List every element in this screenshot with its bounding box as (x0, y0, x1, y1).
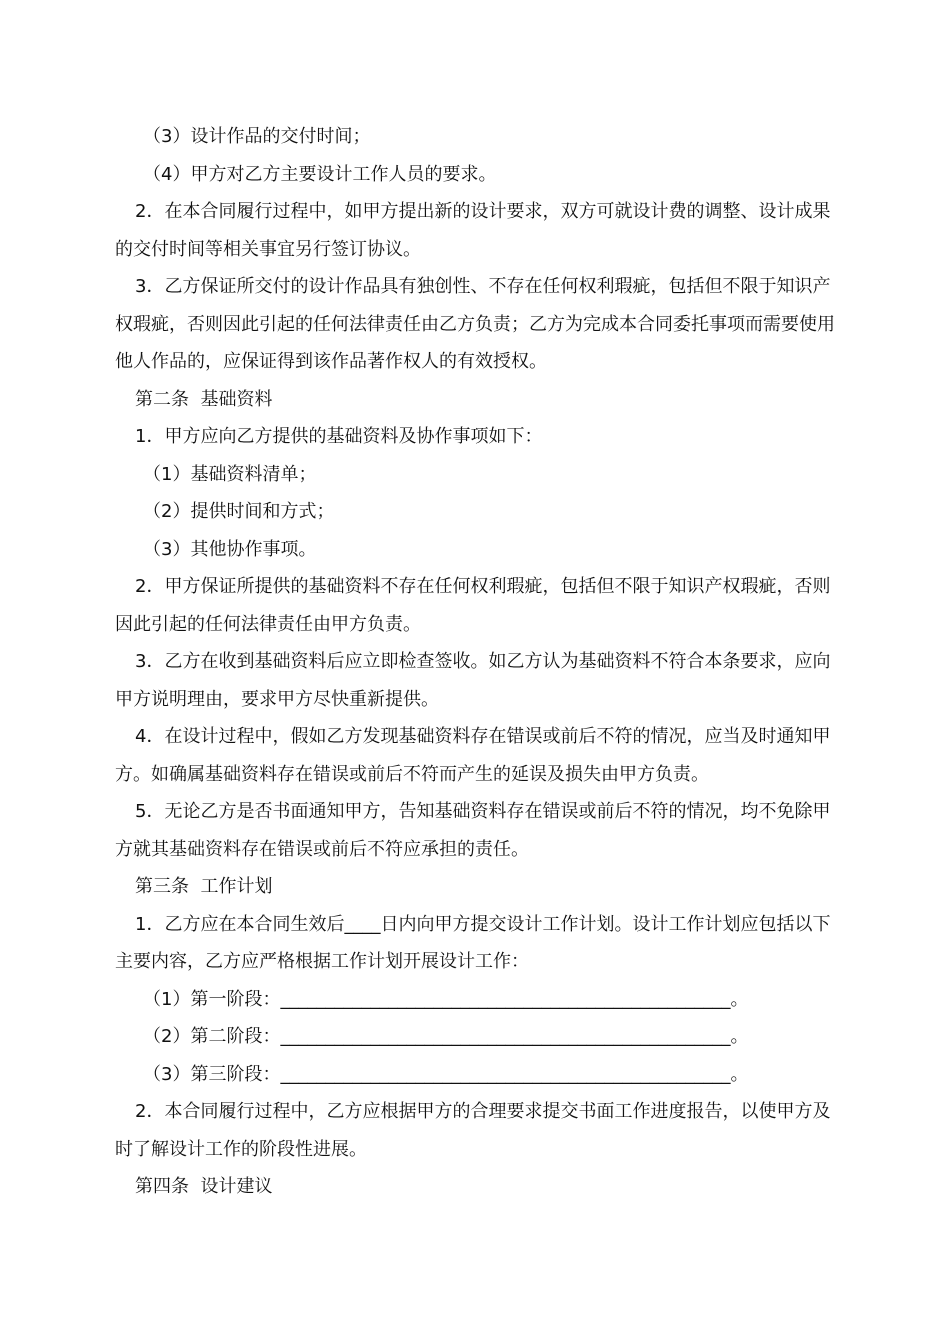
list-item: （3）设计作品的交付时间； (143, 126, 371, 147)
list-item: （1）第一阶段：__________________________________________________。 (143, 988, 749, 1010)
list-item: （2）第二阶段：__________________________________________________。 (143, 1026, 749, 1047)
list-item: （4）甲方对乙方主要设计工作人员的要求。 (143, 163, 497, 185)
article-heading: 第二条 基础资料 (135, 388, 273, 410)
clause-paragraph: 2．甲方保证所提供的基础资料不存在任何权利瑕疵，包括但不限于知识产权瑕疵，否则因此引起的任何法律责任由甲方负责。 (115, 576, 831, 635)
list-item: （3）第三阶段：__________________________________________________。 (143, 1063, 749, 1085)
list-item: （2）提供时间和方式； (143, 501, 335, 522)
clause-paragraph: 3．乙方保证所交付的设计作品具有独创性、不存在任何权利瑕疵，包括但不限于知识产权瑕疵，否则因此引起的任何法律责任由乙方负责；乙方为完成本合同委托事项而需要使用他人作品的，应保证得到该作品著作权人的有效授权。 (115, 276, 835, 372)
list-item: （1）基础资料清单； (143, 463, 317, 485)
clause-paragraph: 2．在本合同履行过程中，如甲方提出新的设计要求，双方可就设计费的调整、设计成果的交付时间等相关事宜另行签订协议。 (115, 201, 831, 260)
clause-paragraph: 4．在设计过程中，假如乙方发现基础资料存在错误或前后不符的情况，应当及时通知甲方。如确属基础资料存在错误或前后不符而产生的延误及损失由甲方负责。 (115, 726, 831, 785)
clause-paragraph: 1．甲方应向乙方提供的基础资料及协作事项如下： (135, 426, 543, 447)
clause-paragraph: 5．无论乙方是否书面通知甲方，告知基础资料存在错误或前后不符的情况，均不免除甲方就其基础资料存在错误或前后不符应承担的责任。 (115, 801, 831, 860)
article-heading: 第三条 工作计划 (135, 876, 273, 897)
clause-paragraph: 3．乙方在收到基础资料后应立即检查签收。如乙方认为基础资料不符合本条要求，应向甲方说明理由，要求甲方尽快重新提供。 (115, 651, 831, 710)
article-heading: 第四条 设计建议 (135, 1176, 273, 1197)
clause-paragraph: 1．乙方应在本合同生效后____日内向甲方提交设计工作计划。设计工作计划应包括以下主要内容，乙方应严格根据工作计划开展设计工作： (115, 913, 831, 972)
list-item: （3）其他协作事项。 (143, 538, 317, 560)
clause-paragraph: 2．本合同履行过程中，乙方应根据甲方的合理要求提交书面工作进度报告，以使甲方及时了解设计工作的阶段性进展。 (115, 1101, 831, 1160)
document-body (115, 118, 837, 1206)
